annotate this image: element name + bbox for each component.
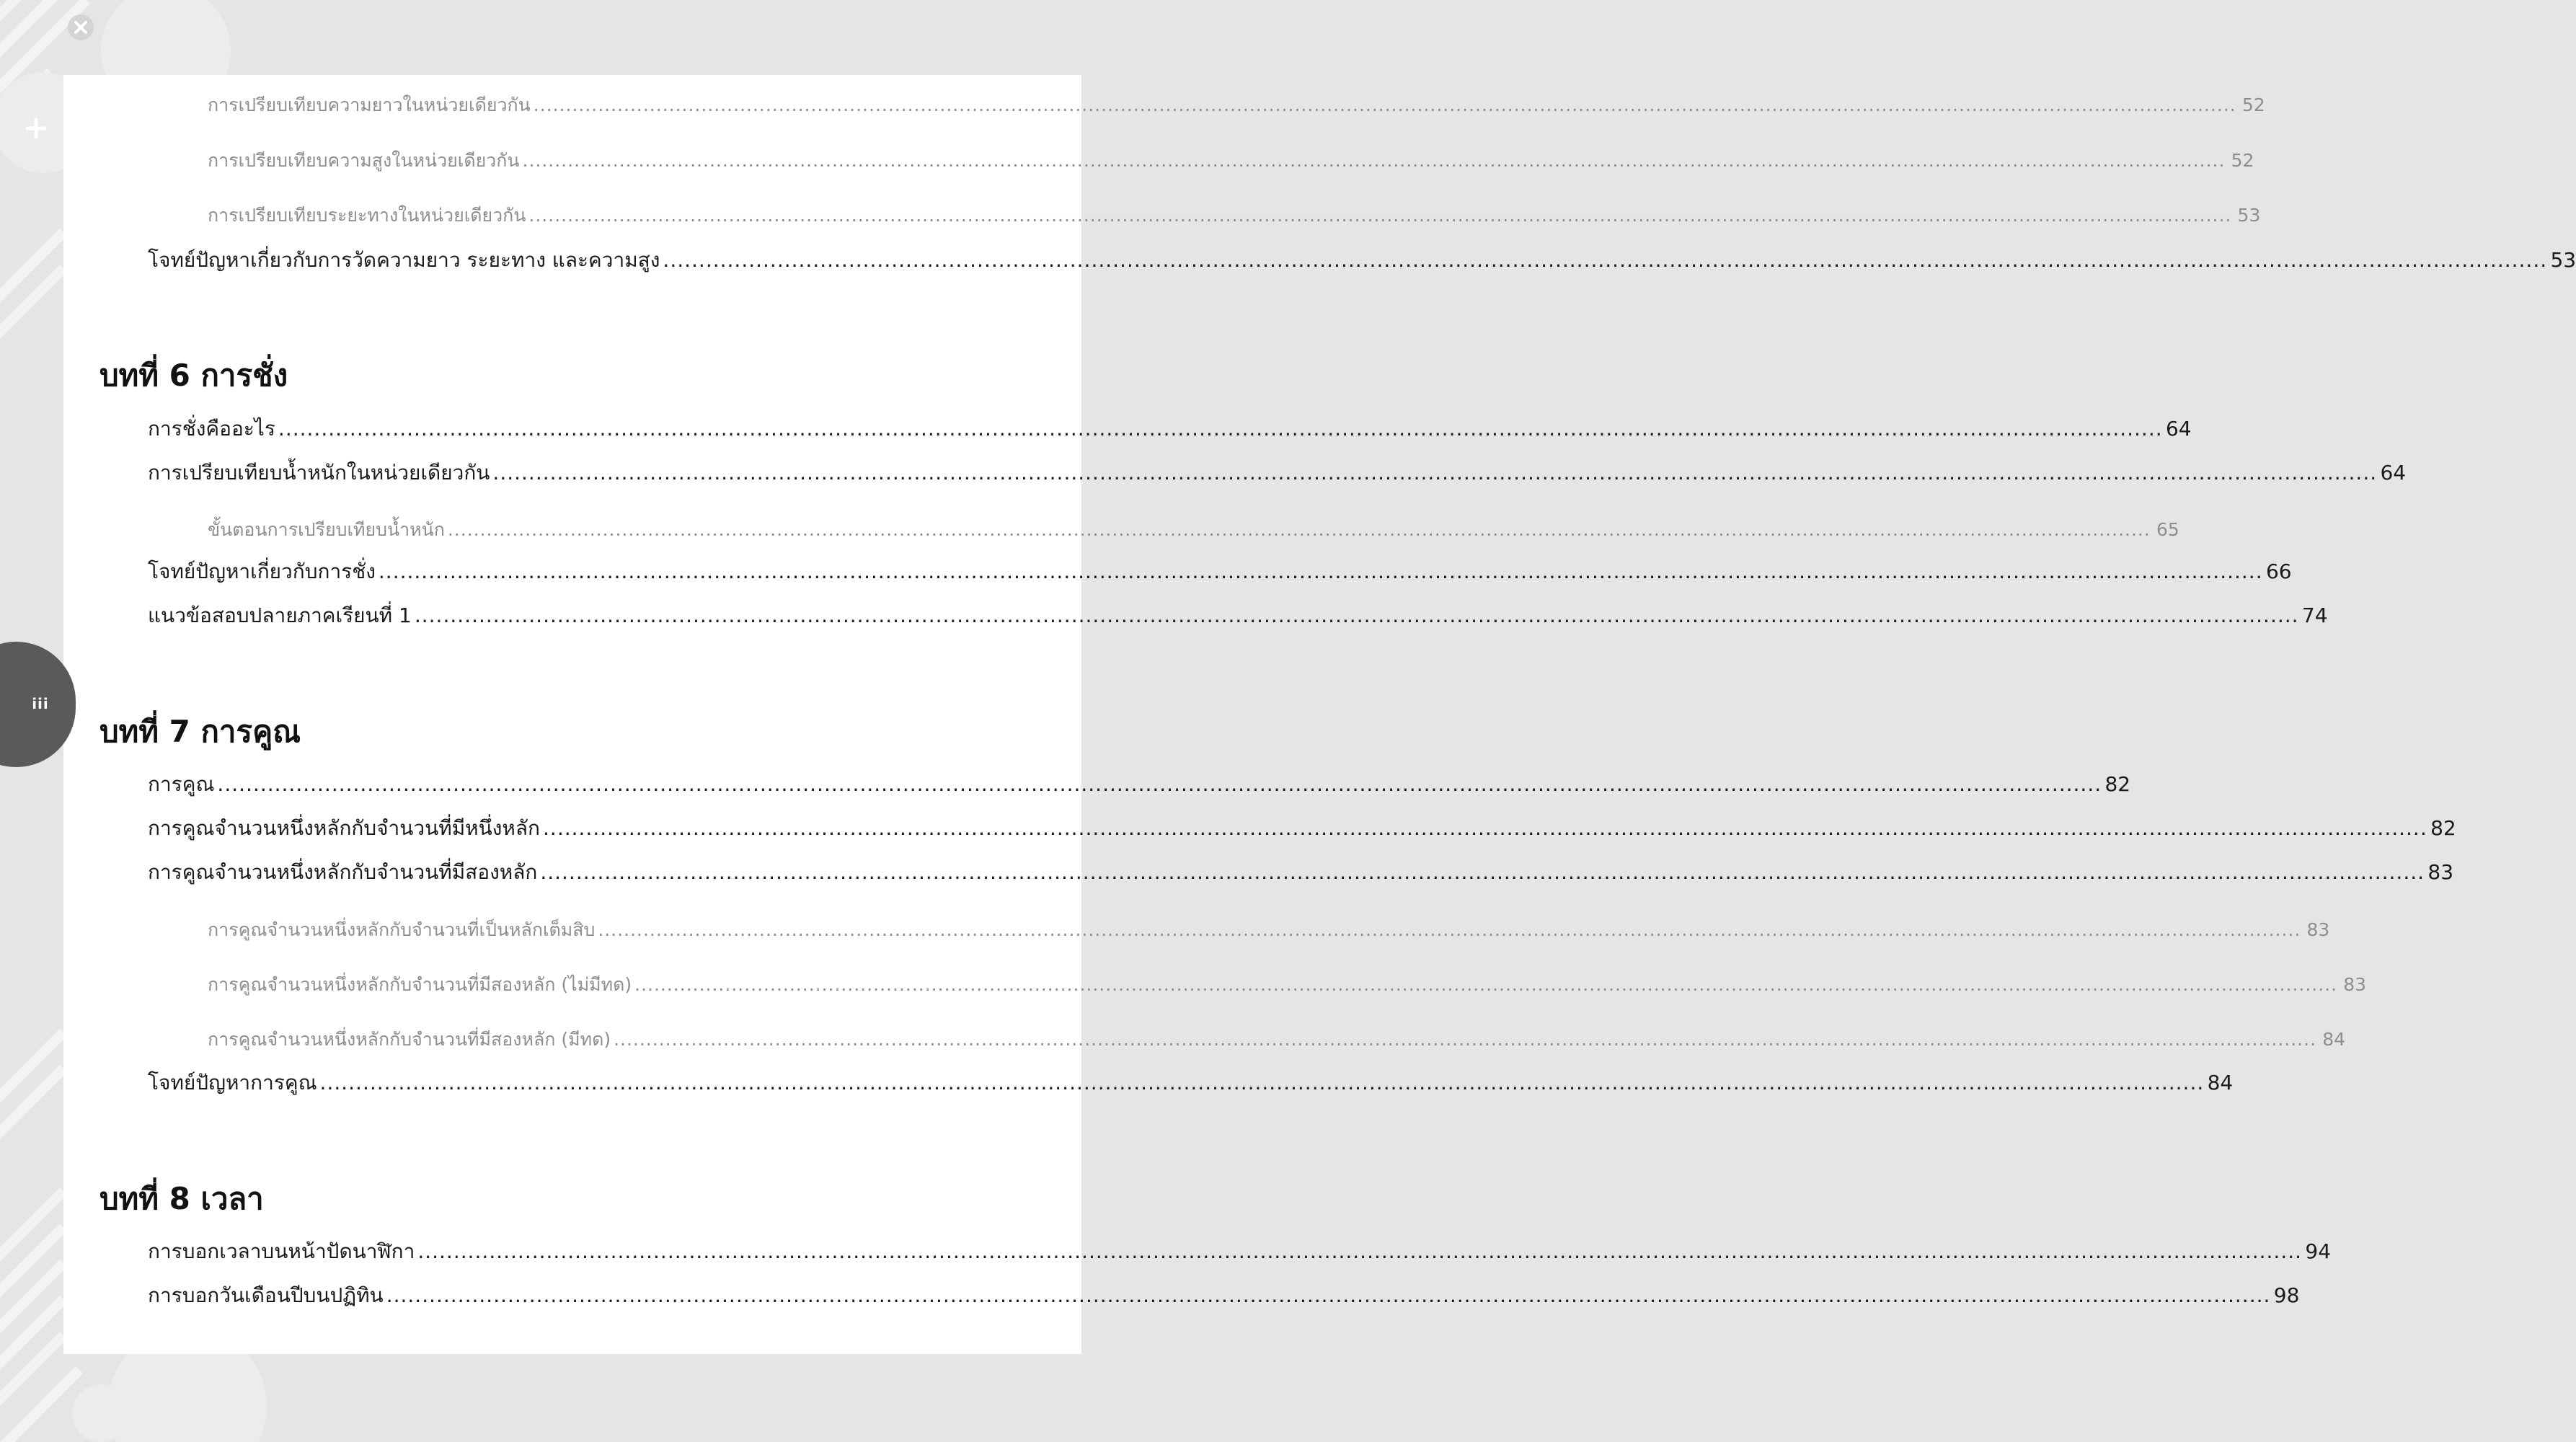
toc-entry-page: 64 <box>2380 461 2407 485</box>
toc-subentry[interactable] <box>208 146 2254 175</box>
toc-leader-dots: ........................................................................................................................................................................................................................................................................ <box>319 1071 2205 1094</box>
toc-entry-page: 66 <box>2265 559 2292 583</box>
toc-entry[interactable] <box>148 457 2407 486</box>
toc-leader-dots: ........................................................................................................................................................................................................................................................................ <box>386 1283 2271 1307</box>
chapter-heading: บทที่ 7 การคูณ <box>99 714 301 749</box>
toc-entry-page: 84 <box>2207 1071 2234 1094</box>
toc-subentry[interactable] <box>208 970 2367 999</box>
toc-entry[interactable] <box>148 813 2456 841</box>
page-number: iii <box>32 695 49 712</box>
toc-entry-page: 84 <box>2322 1029 2346 1050</box>
toc-entry-page: 52 <box>2231 150 2254 171</box>
toc-entry-label: การเปรียบเทียบระยะทางในหน่วยเดียวกัน <box>208 205 526 226</box>
toc-entry-label: การคูณจำนวนหนึ่งหลักกับจำนวนที่มีสองหลัก (มีทด) <box>208 1029 611 1050</box>
toc-entry-page: 94 <box>2305 1239 2332 1263</box>
toc-leader-dots: ........................................................................................................................................................................................................................................................................ <box>533 94 2236 115</box>
toc-entry-label: การคูณจำนวนหนึ่งหลักกับจำนวนที่มีสองหลัก <box>148 860 538 884</box>
toc-leader-dots: ........................................................................................................................................................................................................................................................................ <box>543 816 2427 840</box>
toc-entry-page: 83 <box>2427 860 2454 884</box>
toc-leader-dots: ........................................................................................................................................................................................................................................................................ <box>414 603 2299 627</box>
toc-leader-dots: ........................................................................................................................................................................................................................................................................ <box>447 519 2151 540</box>
toc-leader-dots: ........................................................................................................................................................................................................................................................................ <box>528 205 2232 226</box>
toc-entry-page: 74 <box>2301 603 2328 627</box>
toc-entry-label: โจทย์ปัญหาเกี่ยวกับการวัดความยาว ระยะทาง และความสูง <box>148 248 660 272</box>
toc-entry-page: 83 <box>2343 974 2367 995</box>
toc-entry-label: ขั้นตอนการเปรียบเทียบน้ำหนัก <box>208 519 445 540</box>
toc-subentry[interactable] <box>208 916 2330 945</box>
toc-entry-label: การเปรียบเทียบความยาวในหน่วยเดียวกัน <box>208 94 531 115</box>
toc-entry-page: 53 <box>2237 205 2261 226</box>
toc-leader-dots: ........................................................................................................................................................................................................................................................................ <box>540 860 2425 884</box>
toc-subentry[interactable] <box>208 1025 2346 1054</box>
toc-leader-dots: ........................................................................................................................................................................................................................................................................ <box>378 559 2263 583</box>
toc-entry-label: การเปรียบเทียบน้ำหนักในหน่วยเดียวกัน <box>148 461 490 485</box>
toc-entry-label: โจทย์ปัญหาการคูณ <box>148 1071 317 1094</box>
toc-entry-label: การชั่งคืออะไร <box>148 417 275 441</box>
toc-subentry[interactable] <box>208 91 2265 120</box>
toc-entry-label: แนวข้อสอบปลายภาคเรียนที่ 1 <box>148 603 412 627</box>
toc-entry[interactable] <box>148 769 2131 797</box>
toc-leader-dots: ........................................................................................................................................................................................................................................................................ <box>492 461 2378 485</box>
toc-entry[interactable] <box>148 1236 2332 1265</box>
toc-entry-label: การบอกวันเดือนปีบนปฏิทิน <box>148 1283 384 1307</box>
toc-entry-label: โจทย์ปัญหาเกี่ยวกับการชั่ง <box>148 559 376 583</box>
toc-entry-label: การคูณจำนวนหนึ่งหลักกับจำนวนที่เป็นหลักเต็มสิบ <box>208 919 596 940</box>
toc-entry-label: การคูณ <box>148 772 215 796</box>
toc-entry[interactable] <box>148 413 2192 442</box>
toc-entry[interactable] <box>148 1280 2300 1309</box>
toc-entry-page: 83 <box>2306 919 2330 940</box>
toc-leader-dots: ........................................................................................................................................................................................................................................................................ <box>417 1239 2303 1263</box>
toc-leader-dots: ........................................................................................................................................................................................................................................................................ <box>634 974 2338 995</box>
toc-leader-dots: ........................................................................................................................................................................................................................................................................ <box>614 1029 2317 1050</box>
toc-entry-page: 53 <box>2550 248 2576 272</box>
toc-entry-label: การคูณจำนวนหนึ่งหลักกับจำนวนที่มีหนึ่งหลัก <box>148 816 541 840</box>
toc-entry-page: 52 <box>2241 94 2265 115</box>
toc-entry[interactable] <box>148 857 2454 885</box>
toc-entry-page: 82 <box>2430 816 2456 840</box>
toc-entry-page: 65 <box>2156 519 2179 540</box>
toc-subentry[interactable] <box>208 516 2179 544</box>
toc-entry-page: 98 <box>2273 1283 2300 1307</box>
toc-entry-page: 64 <box>2165 417 2192 441</box>
toc-leader-dots: ........................................................................................................................................................................................................................................................................ <box>522 150 2226 171</box>
chapter-heading: บทที่ 8 เวลา <box>99 1181 264 1216</box>
toc-entry-label: การคูณจำนวนหนึ่งหลักกับจำนวนที่มีสองหลัก (ไม่มีทด) <box>208 974 632 995</box>
toc-subentry[interactable] <box>208 201 2261 230</box>
toc-entry[interactable] <box>148 1067 2234 1096</box>
toc-leader-dots: ........................................................................................................................................................................................................................................................................ <box>217 772 2102 796</box>
chapter-heading: บทที่ 6 การชั่ง <box>99 358 288 393</box>
toc-entry[interactable] <box>148 556 2292 585</box>
toc-leader-dots: ........................................................................................................................................................................................................................................................................ <box>278 417 2163 441</box>
toc-entry[interactable] <box>148 244 2576 273</box>
toc-entry-label: การเปรียบเทียบความสูงในหน่วยเดียวกัน <box>208 150 520 171</box>
toc-leader-dots: ........................................................................................................................................................................................................................................................................ <box>598 919 2301 940</box>
toc-entry-page: 82 <box>2104 772 2131 796</box>
toc-entry-label: การบอกเวลาบนหน้าปัดนาฬิกา <box>148 1239 415 1263</box>
toc-leader-dots: ........................................................................................................................................................................................................................................................................ <box>663 248 2548 272</box>
toc-entry[interactable] <box>148 600 2328 629</box>
